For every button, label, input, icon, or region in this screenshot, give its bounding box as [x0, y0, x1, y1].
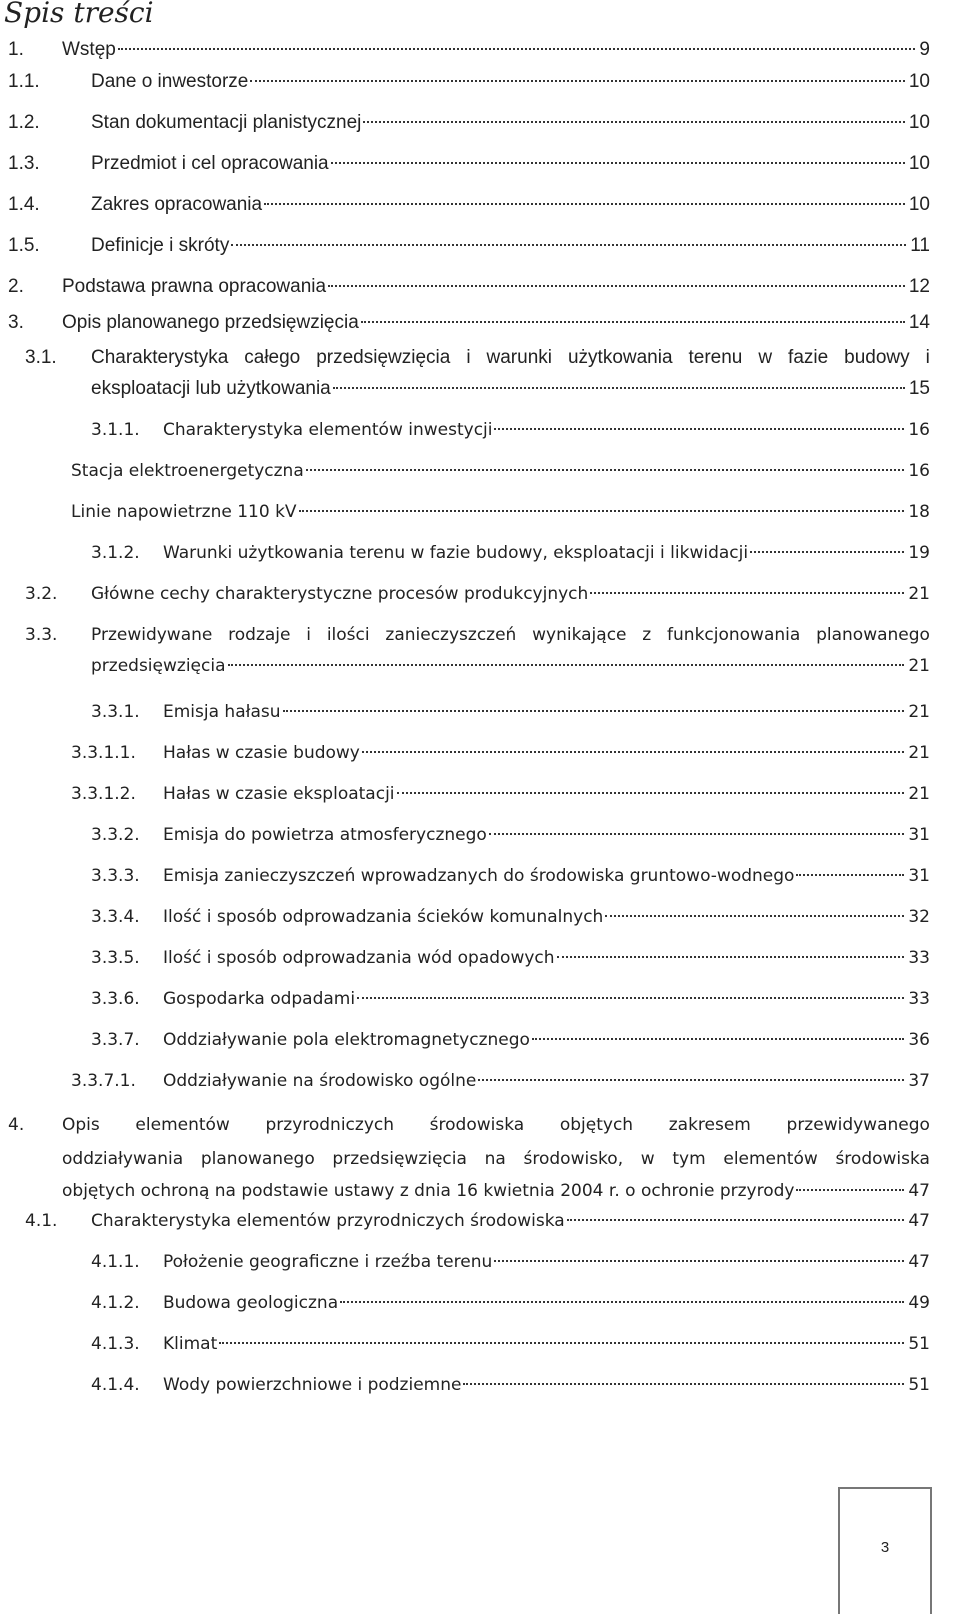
toc-entry-title: Położenie geograficzne i rzeźba terenu: [163, 1252, 493, 1272]
toc-entry-number: 3.3.2.: [91, 825, 140, 845]
toc-entry-page: 10: [908, 71, 930, 92]
toc-entry-title: Stan dokumentacji planistycznej: [91, 112, 362, 133]
dot-leader: [463, 1383, 904, 1385]
toc-entry-line: [163, 1332, 930, 1356]
toc-entry-number: 3.3.1.: [91, 702, 140, 722]
toc-entry-title: Klimat: [163, 1334, 218, 1354]
toc-entry-line: [163, 782, 930, 806]
dot-leader: [331, 162, 905, 164]
toc-entry-title: Podstawa prawna opracowania: [62, 276, 327, 297]
toc-entry-title: Opis planowanego przedsięwzięcia: [62, 312, 359, 333]
toc-entry-text-line: Opis elementów przyrodniczych środowiska objętych zakresem przewidywanego: [62, 1115, 930, 1135]
toc-entry-page: 47: [908, 1181, 930, 1201]
dot-leader: [796, 874, 904, 876]
toc-entry-number: 3.1.2.: [91, 543, 140, 563]
toc-entry-line: [163, 905, 930, 929]
toc-entry-number: 4.1.1.: [91, 1252, 140, 1272]
toc-entry-line: [62, 1179, 930, 1203]
toc-entry-line: [71, 459, 930, 483]
toc-entry-line: [163, 700, 930, 724]
toc-entry-number: 3.1.: [25, 347, 57, 368]
dot-leader: [567, 1219, 905, 1221]
toc-entry-page: 31: [908, 825, 930, 845]
toc-entry-line: [163, 1373, 930, 1397]
toc-entry-page: 11: [910, 235, 930, 256]
dot-leader: [363, 121, 904, 123]
toc-entry-number: 3.3.3.: [91, 866, 140, 886]
dot-leader: [605, 915, 904, 917]
toc-entry-page: 47: [908, 1252, 930, 1272]
toc-entry-number: 1.2.: [8, 112, 40, 133]
page-number: 3: [880, 1539, 890, 1556]
toc-entry-line: [163, 864, 930, 888]
toc-entry-page: 51: [908, 1334, 930, 1354]
dot-leader: [340, 1301, 904, 1303]
toc-entry-text-line: oddziaływania planowanego przedsięwzięcia na środowisko, w tym elementów środowiska: [62, 1149, 930, 1169]
toc-entry-title: objętych ochroną na podstawie ustawy z dnia 16 kwietnia 2004 r. o ochronie przyrody: [62, 1181, 795, 1201]
toc-entry-title: Charakterystyka elementów przyrodniczych środowiska: [91, 1211, 565, 1231]
toc-entry-page: 49: [908, 1293, 930, 1313]
toc-entry-line: [163, 741, 930, 765]
toc-entry-page: 37: [908, 1071, 930, 1091]
toc-entry-page: 12: [908, 276, 930, 297]
toc-entry-text-line: Przewidywane rodzaje i ilości zanieczyszczeń wynikające z funkcjonowania planowanego: [91, 625, 930, 645]
toc-entry-line: [91, 1209, 930, 1233]
toc-entry-line: [91, 111, 930, 135]
toc-entry-number: 1.1.: [8, 71, 40, 92]
toc-entry-title: Emisja do powietrza atmosferycznego: [163, 825, 487, 845]
toc-entry-number: 4.1.3.: [91, 1334, 140, 1354]
toc-entry-title: Emisja hałasu: [163, 702, 281, 722]
dot-leader: [328, 285, 905, 287]
toc-entry-line: [62, 38, 930, 62]
toc-entry-page: 18: [908, 502, 930, 522]
toc-entry-line: [163, 1028, 930, 1052]
page-number-box: [838, 1487, 932, 1614]
dot-leader: [231, 244, 906, 246]
toc-entry-title: Główne cechy charakterystyczne procesów produkcyjnych: [91, 584, 589, 604]
toc-entry-page: 31: [908, 866, 930, 886]
dot-leader: [557, 956, 905, 958]
toc-entry-title: Definicje i skróty: [91, 235, 230, 256]
dot-leader: [357, 997, 904, 999]
toc-entry-number: 1.: [8, 39, 24, 60]
toc-entry-page: 33: [908, 948, 930, 968]
toc-entry-number: 1.5.: [8, 235, 40, 256]
toc-entry-title: Charakterystyka elementów inwestycji: [163, 420, 493, 440]
toc-entry-line: [163, 823, 930, 847]
toc-entry-number: 3.3.7.: [91, 1030, 140, 1050]
toc-entry-number: 4.1.2.: [91, 1293, 140, 1313]
toc-entry-title: Dane o inwestorze: [91, 71, 249, 92]
toc-entry-line: [91, 193, 930, 217]
toc-entry-title: Linie napowietrzne 110 kV: [71, 502, 297, 522]
toc-entry-title: przedsięwzięcia: [91, 656, 226, 676]
toc-entry-page: 21: [908, 784, 930, 804]
dot-leader: [750, 551, 904, 553]
toc-entry-page: 16: [908, 461, 930, 481]
toc-entry-number: 3.3.1.1.: [71, 743, 136, 763]
toc-entry-title: Zakres opracowania: [91, 194, 263, 215]
toc-entry-number: 3.3.6.: [91, 989, 140, 1009]
toc-entry-number: 1.4.: [8, 194, 40, 215]
toc-entry-page: 19: [908, 543, 930, 563]
toc-entry-line: [91, 234, 930, 258]
toc-entry-number: 3.3.: [25, 625, 58, 645]
toc-entry-number: 1.3.: [8, 153, 40, 174]
toc-entry-number: 3.3.7.1.: [71, 1071, 136, 1091]
dot-leader: [283, 710, 905, 712]
toc-entry-page: 21: [908, 584, 930, 604]
dot-leader: [796, 1189, 904, 1191]
toc-entry-title: Oddziaływanie na środowisko ogólne: [163, 1071, 477, 1091]
toc-entry-line: [163, 946, 930, 970]
toc-entry-page: 51: [908, 1375, 930, 1395]
toc-entry-page: 21: [908, 743, 930, 763]
toc-entry-title: Hałas w czasie budowy: [163, 743, 360, 763]
toc-entry-line: [91, 654, 930, 678]
toc-entry-line: [163, 1250, 930, 1274]
toc-entry-title: Budowa geologiczna: [163, 1293, 339, 1313]
toc-entry-page: 33: [908, 989, 930, 1009]
toc-entry-title: Przedmiot i cel opracowania: [91, 153, 329, 174]
toc-entry-title: Oddziaływanie pola elektromagnetycznego: [163, 1030, 530, 1050]
toc-entry-line: [163, 418, 930, 442]
toc-entry-number: 4.1.4.: [91, 1375, 140, 1395]
toc-entry-number: 4.1.: [25, 1211, 58, 1231]
dot-leader: [250, 80, 904, 82]
dot-leader: [532, 1038, 904, 1040]
dot-leader: [494, 428, 904, 430]
dot-leader: [306, 469, 905, 471]
toc-entry-text-line: Charakterystyka całego przedsięwzięcia i warunki użytkowania terenu w fazie budowy i: [91, 347, 930, 368]
toc-entry-page: 10: [908, 112, 930, 133]
toc-entry-page: 21: [908, 656, 930, 676]
toc-entry-page: 47: [908, 1211, 930, 1231]
toc-entry-page: 15: [908, 378, 930, 399]
toc-entry-number: 3.3.5.: [91, 948, 140, 968]
toc-entry-line: [163, 1291, 930, 1315]
toc-entry-title: Wody powierzchniowe i podziemne: [163, 1375, 462, 1395]
toc-entry-number: 3.3.1.2.: [71, 784, 136, 804]
toc-entry-line: [163, 541, 930, 565]
toc-entry-title: Wstęp: [62, 39, 116, 60]
dot-leader: [590, 592, 904, 594]
toc-entry-page: 9: [919, 39, 930, 60]
toc-entry-line: [163, 987, 930, 1011]
toc-entry-page: 32: [908, 907, 930, 927]
dot-leader: [333, 387, 905, 389]
dot-leader: [478, 1079, 904, 1081]
toc-entry-page: 21: [908, 702, 930, 722]
toc-entry-page: 10: [908, 153, 930, 174]
toc-entry-number: 4.: [8, 1115, 25, 1135]
toc-entry-number: 3.: [8, 312, 24, 333]
toc-entry-line: [163, 1069, 930, 1093]
toc-title: Spis treści: [4, 0, 154, 29]
toc-entry-page: 14: [908, 312, 930, 333]
toc-entry-page: 10: [908, 194, 930, 215]
dot-leader: [397, 792, 905, 794]
toc-entry-title: Emisja zanieczyszczeń wprowadzanych do środowiska gruntowo-wodnego: [163, 866, 795, 886]
dot-leader: [362, 751, 904, 753]
toc-entry-title: Stacja elektroenergetyczna: [71, 461, 304, 481]
toc-entry-title: Gospodarka odpadami: [163, 989, 356, 1009]
toc-entry-page: 16: [908, 420, 930, 440]
toc-entry-title: Ilość i sposób odprowadzania ścieków komunalnych: [163, 907, 604, 927]
dot-leader: [118, 48, 916, 50]
dot-leader: [219, 1342, 904, 1344]
toc-entry-number: 2.: [8, 276, 24, 297]
toc-entry-number: 3.3.4.: [91, 907, 140, 927]
toc-entry-number: 3.1.1.: [91, 420, 140, 440]
toc-entry-title: Warunki użytkowania terenu w fazie budowy, eksploatacji i likwidacji: [163, 543, 749, 563]
dot-leader: [264, 203, 905, 205]
toc-entry-line: [91, 152, 930, 176]
toc-entry-title: Ilość i sposób odprowadzania wód opadowych: [163, 948, 555, 968]
toc-entry-line: [91, 70, 930, 94]
toc-entry-line: [62, 275, 930, 299]
dot-leader: [494, 1260, 904, 1262]
toc-entry-page: 36: [908, 1030, 930, 1050]
toc-entry-number: 3.2.: [25, 584, 58, 604]
dot-leader: [361, 321, 905, 323]
toc-entry-line: [71, 500, 930, 524]
toc-entry-line: [62, 311, 930, 335]
toc-entry-line: [91, 582, 930, 606]
toc-entry-title: Hałas w czasie eksploatacji: [163, 784, 395, 804]
dot-leader: [228, 664, 905, 666]
toc-entry-title: eksploatacji lub użytkowania: [91, 378, 331, 399]
dot-leader: [489, 833, 905, 835]
toc-entry-line: [91, 377, 930, 401]
dot-leader: [299, 510, 905, 512]
